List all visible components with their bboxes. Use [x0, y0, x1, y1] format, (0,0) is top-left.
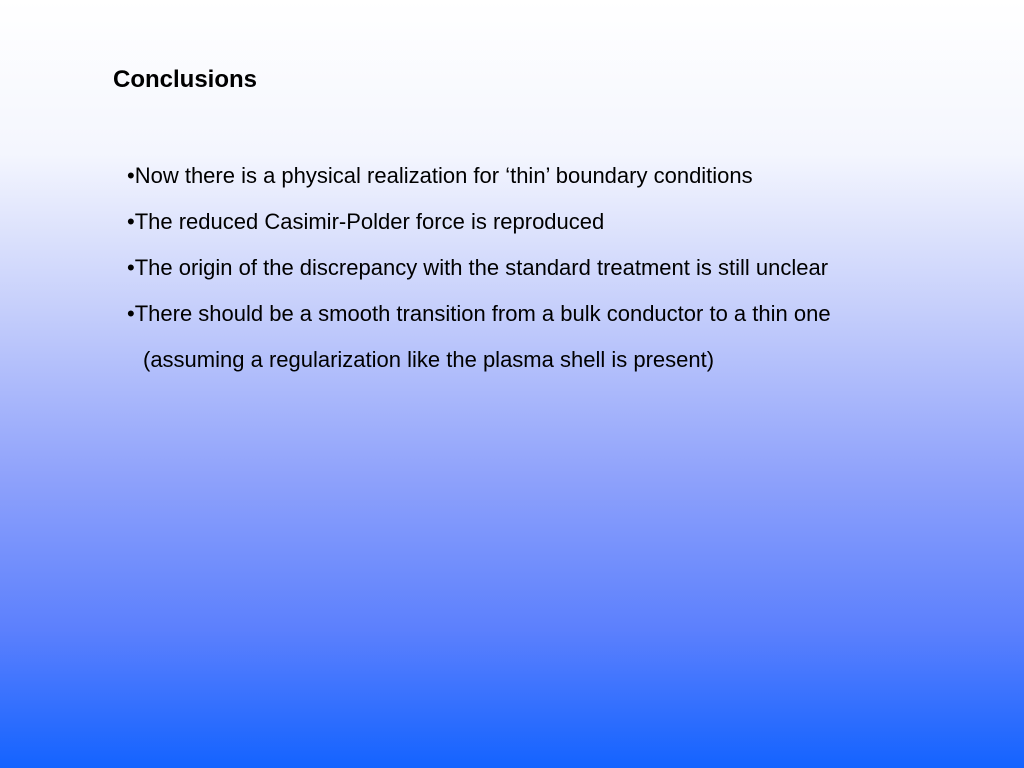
slide-title: Conclusions [113, 66, 258, 93]
bullet-item: •There should be a smooth transition from a bulk conductor to a thin one [127, 301, 831, 326]
bullet-list [127, 153, 1007, 383]
bullet-continuation: (assuming a regularization like the plasma shell is present) [143, 347, 715, 372]
bullet-item: •Now there is a physical realization for ‘thin’ boundary conditions [127, 163, 753, 188]
bullet-item: •The origin of the discrepancy with the standard treatment is still unclear [127, 255, 829, 280]
bullet-item: •The reduced Casimir-Polder force is reproduced [127, 209, 605, 234]
